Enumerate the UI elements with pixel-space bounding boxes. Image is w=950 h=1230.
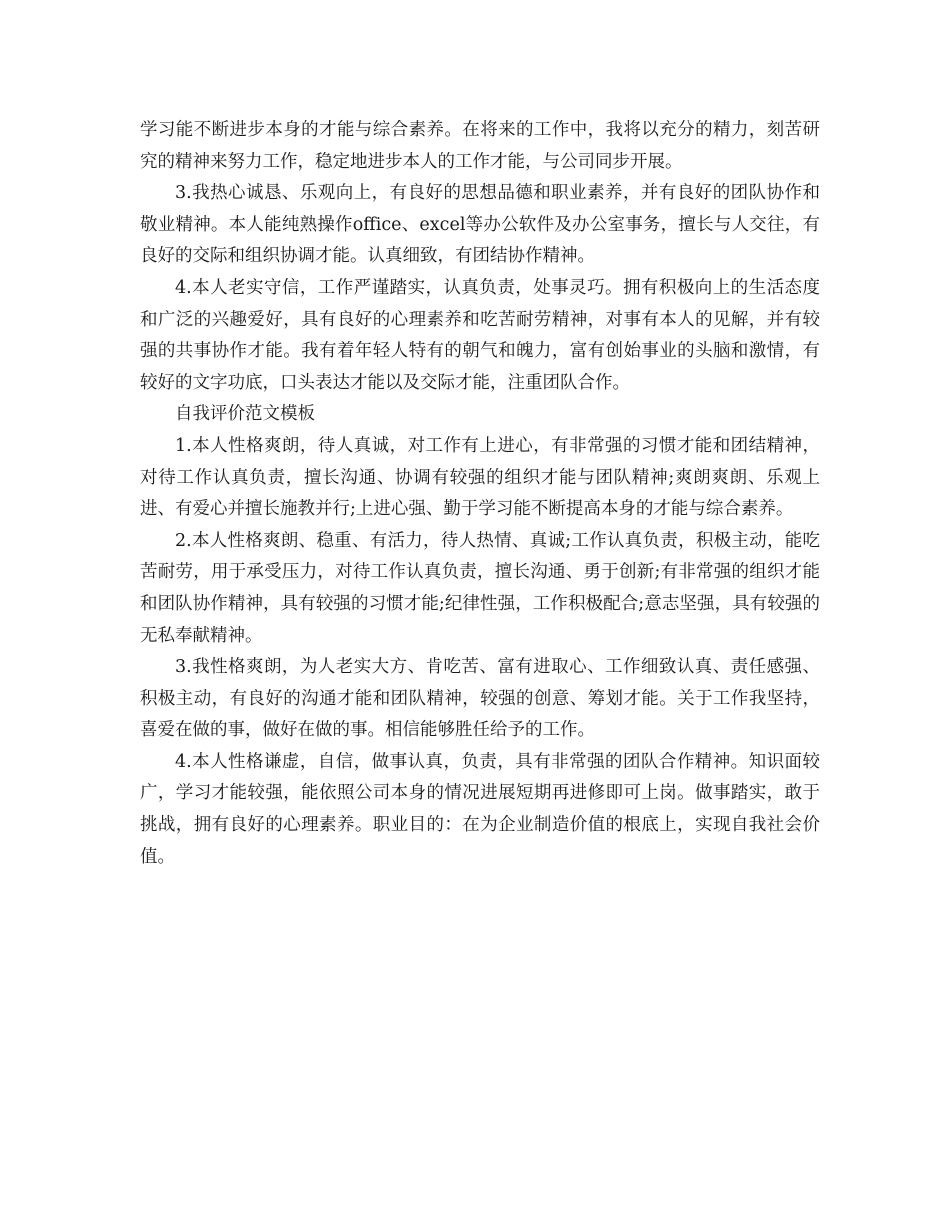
document-body <box>140 115 820 873</box>
paragraph-3: 4.本人老实守信，工作严谨踏实，认真负责，处事灵巧。拥有积极向上的生活态度和广泛的兴趣爱好，具有良好的心理素养和吃苦耐劳精神，对事有本人的见解，并有较强的共事协作才能。我有着年轻人特有的朝气和魄力，富有创始事业的头脑和激情，有较好的文字功底，口头表达才能以及交际才能，注重团队合作。 <box>140 277 820 393</box>
paragraph-4: 1.本人性格爽朗，待人真诚，对工作有上进心，有非常强的习惯才能和团结精神，对待工作认真负责，擅长沟通、协调有较强的组织才能与团队精神;爽朗爽朗、乐观上进、有爱心并擅长施教并行;上进心强、勤于学习能不断提高本身的才能与综合素养。 <box>140 435 820 520</box>
paragraph-5: 2.本人性格爽朗、稳重、有活力，待人热情、真诚;工作认真负责，积极主动，能吃苦耐劳，用于承受压力，对待工作认真负责，擅长沟通、勇于创新;有非常强的组织才能和团队协作精神，具有较强的习惯才能;纪律性强，工作积极配合;意志坚强，具有较强的无私奉献精神。 <box>140 530 820 646</box>
section-heading: 自我评价范文模板 <box>175 404 315 425</box>
paragraph-7: 4.本人性格谦虚，自信，做事认真，负责，具有非常强的团队合作精神。知识面较广，学习才能较强，能依照公司本身的情况进展短期再进修即可上岗。做事踏实，敢于挑战，拥有良好的心理素养。职业目的：在为企业制造价值的根底上，实现自我社会价值。 <box>140 751 820 867</box>
paragraph-6: 3.我性格爽朗，为人老实大方、肯吃苦、富有进取心、工作细致认真、责任感强、积极主动，有良好的沟通才能和团队精神，较强的创意、筹划才能。关于工作我坚持，喜爱在做的事，做好在做的事。相信能够胜任给予的工作。 <box>140 657 820 741</box>
paragraph-1: 学习能不断进步本身的才能与综合素养。在将来的工作中，我将以充分的精力，刻苦研究的精神来努力工作，稳定地进步本人的工作才能，与公司同步开展。 <box>140 120 820 172</box>
paragraph-2: 3.我热心诚恳、乐观向上，有良好的思想品德和职业素养，并有良好的团队协作和敬业精神。本人能纯熟操作office、excel等办公软件及办公室事务，擅长与人交往，有良好的交际和组织协调才能。认真细致，有团结协作精神。 <box>140 183 820 267</box>
